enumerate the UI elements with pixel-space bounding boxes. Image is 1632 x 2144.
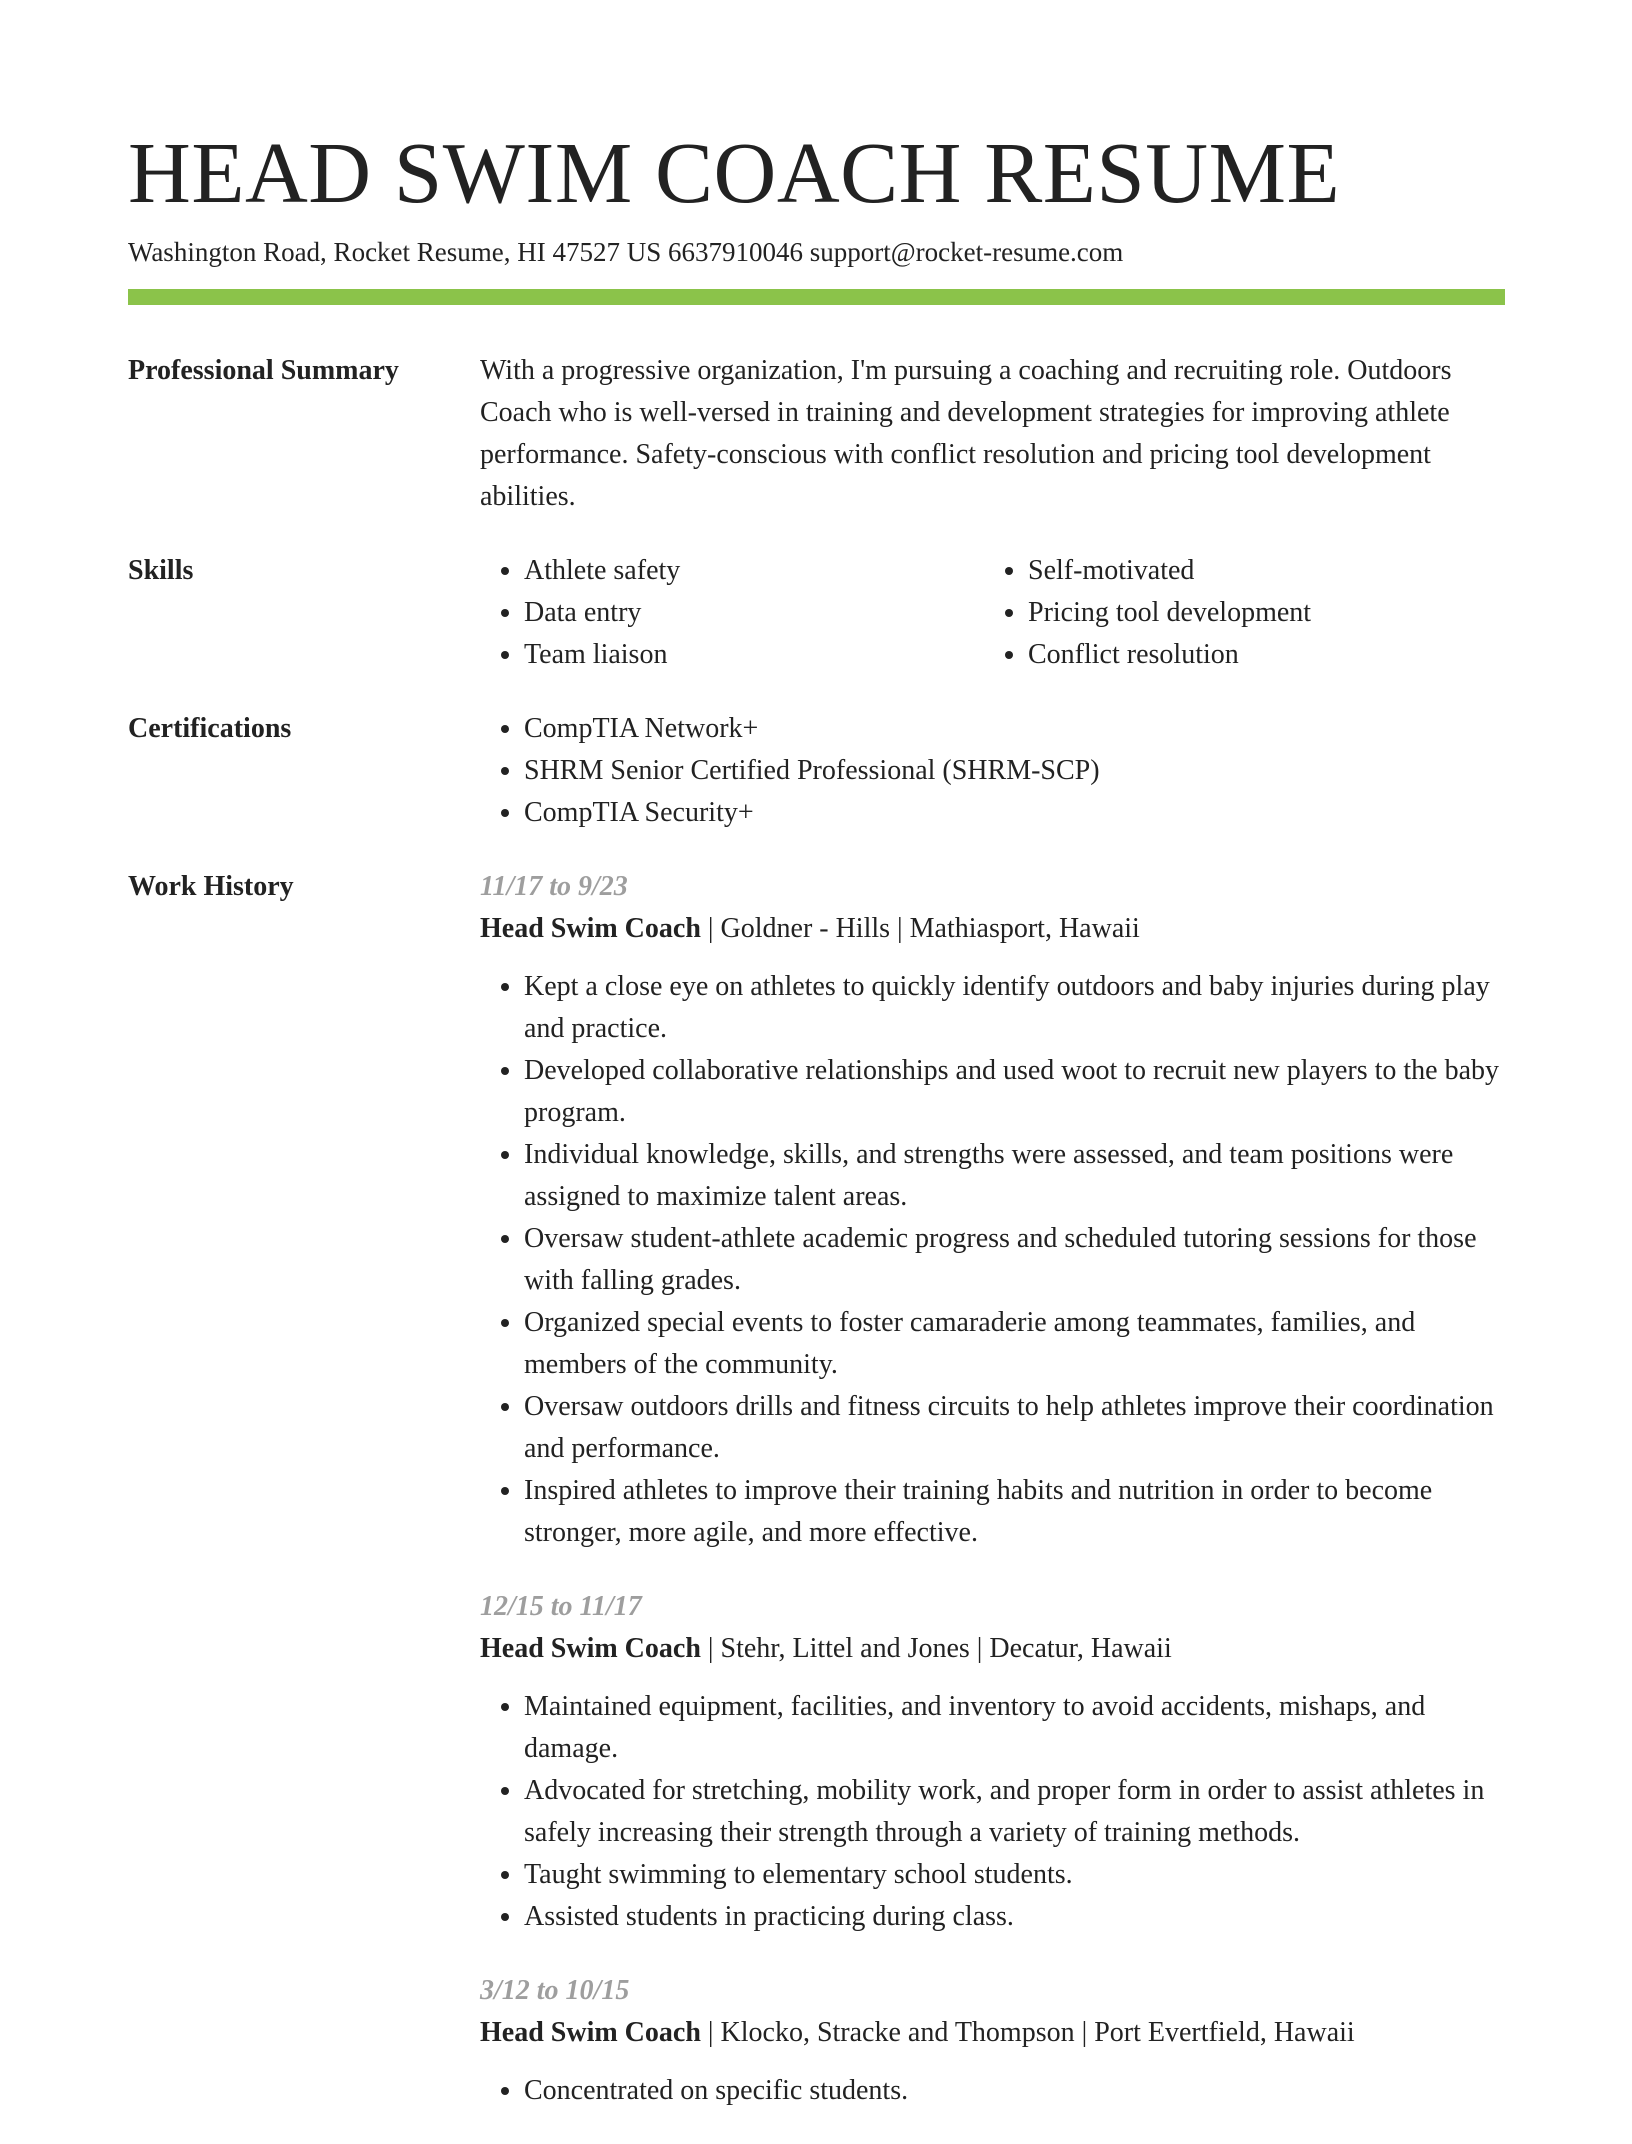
job-entry: [480, 1586, 1505, 1938]
skill-item: • Athlete safety: [524, 550, 984, 592]
section-label-certifications: Certifications: [128, 713, 292, 744]
certification-item: • SHRM Senior Certified Professional (SHRM-SCP): [524, 750, 1505, 792]
job-heading: [480, 2012, 1505, 2054]
page-title: HEAD SWIM COACH RESUME: [128, 124, 1341, 221]
job-bullet: • Organized special events to foster camaraderie among teammates, families, and members of the community.: [524, 1302, 1505, 1386]
job-bullet: • Concentrated on specific students.: [524, 2070, 1505, 2112]
job-title: Head Swim Coach: [480, 1633, 701, 1664]
job-dates: 11/17 to 9/23: [480, 871, 628, 902]
job-bullet: • Developed collaborative relationships and used woot to recruit new players to the baby program.: [524, 1050, 1505, 1134]
job-dates: 3/12 to 10/15: [480, 1975, 630, 2006]
section-label-work-history: Work History: [128, 871, 294, 902]
skills-body: [480, 550, 1505, 676]
skill-item: • Pricing tool development: [1028, 592, 1488, 634]
job-bullet: • Inspired athletes to improve their training habits and nutrition in order to become stronger, more agile, and more effective.: [524, 1470, 1505, 1554]
contact-line: Washington Road, Rocket Resume, HI 47527 US 6637910046 support@rocket-resume.com: [128, 237, 1124, 267]
summary-text: With a progressive organization, I'm pursuing a coaching and recruiting role. Outdoors Coach who is well-versed in training and development strategies for improving athlete performance. Safety-conscious with conflict resolution and pricing tool development abilities.: [480, 355, 1452, 512]
skill-item: • Data entry: [524, 592, 984, 634]
job-title: Head Swim Coach: [480, 913, 701, 944]
job-bullets: [480, 966, 1505, 1554]
job-bullet: • Individual knowledge, skills, and strengths were assessed, and team positions were assigned to maximize talent areas.: [524, 1134, 1505, 1218]
job-bullet: • Assisted students in practicing during class.: [524, 1896, 1505, 1938]
job-dates: 12/15 to 11/17: [480, 1591, 642, 1622]
skill-item: • Conflict resolution: [1028, 634, 1488, 676]
accent-divider: [128, 289, 1505, 305]
job-bullet: • Kept a close eye on athletes to quickly identify outdoors and baby injuries during play and practice.: [524, 966, 1505, 1050]
job-bullet: • Taught swimming to elementary school students.: [524, 1854, 1505, 1896]
job-bullets: [480, 2070, 1505, 2112]
job-bullet: • Oversaw outdoors drills and fitness circuits to help athletes improve their coordination and performance.: [524, 1386, 1505, 1470]
skills-column-left: [480, 550, 984, 676]
skill-item: • Team liaison: [524, 634, 984, 676]
certification-item: • CompTIA Security+: [524, 792, 1505, 834]
work-history-body: [480, 866, 1505, 2144]
job-employer-location: | Klocko, Stracke and Thompson | Port Evertfield, Hawaii: [700, 2017, 1355, 2048]
job-entry: [480, 866, 1505, 1554]
job-bullets: [480, 1686, 1505, 1938]
section-label-summary: Professional Summary: [128, 355, 399, 386]
job-bullet: • Maintained equipment, facilities, and inventory to avoid accidents, mishaps, and damage.: [524, 1686, 1505, 1770]
job-heading: [480, 908, 1505, 950]
job-bullet: • Advocated for stretching, mobility work, and proper form in order to assist athletes in safely increasing their strength through a variety of training methods.: [524, 1770, 1505, 1854]
job-heading: [480, 1628, 1505, 1670]
job-employer-location: | Goldner - Hills | Mathiasport, Hawaii: [700, 913, 1140, 944]
job-bullet: • Oversaw student-athlete academic progress and scheduled tutoring sessions for those with falling grades.: [524, 1218, 1505, 1302]
skills-column-right: [984, 550, 1488, 676]
summary-body: [480, 350, 1505, 518]
job-employer-location: | Stehr, Littel and Jones | Decatur, Hawaii: [700, 1633, 1172, 1664]
skill-item: • Self-motivated: [1028, 550, 1488, 592]
job-title: Head Swim Coach: [480, 2017, 701, 2048]
resume-header: [128, 118, 1505, 305]
certifications-body: [480, 708, 1505, 834]
job-entry: [480, 1970, 1505, 2112]
section-label-skills: Skills: [128, 555, 194, 586]
certification-item: • CompTIA Network+: [524, 708, 1505, 750]
